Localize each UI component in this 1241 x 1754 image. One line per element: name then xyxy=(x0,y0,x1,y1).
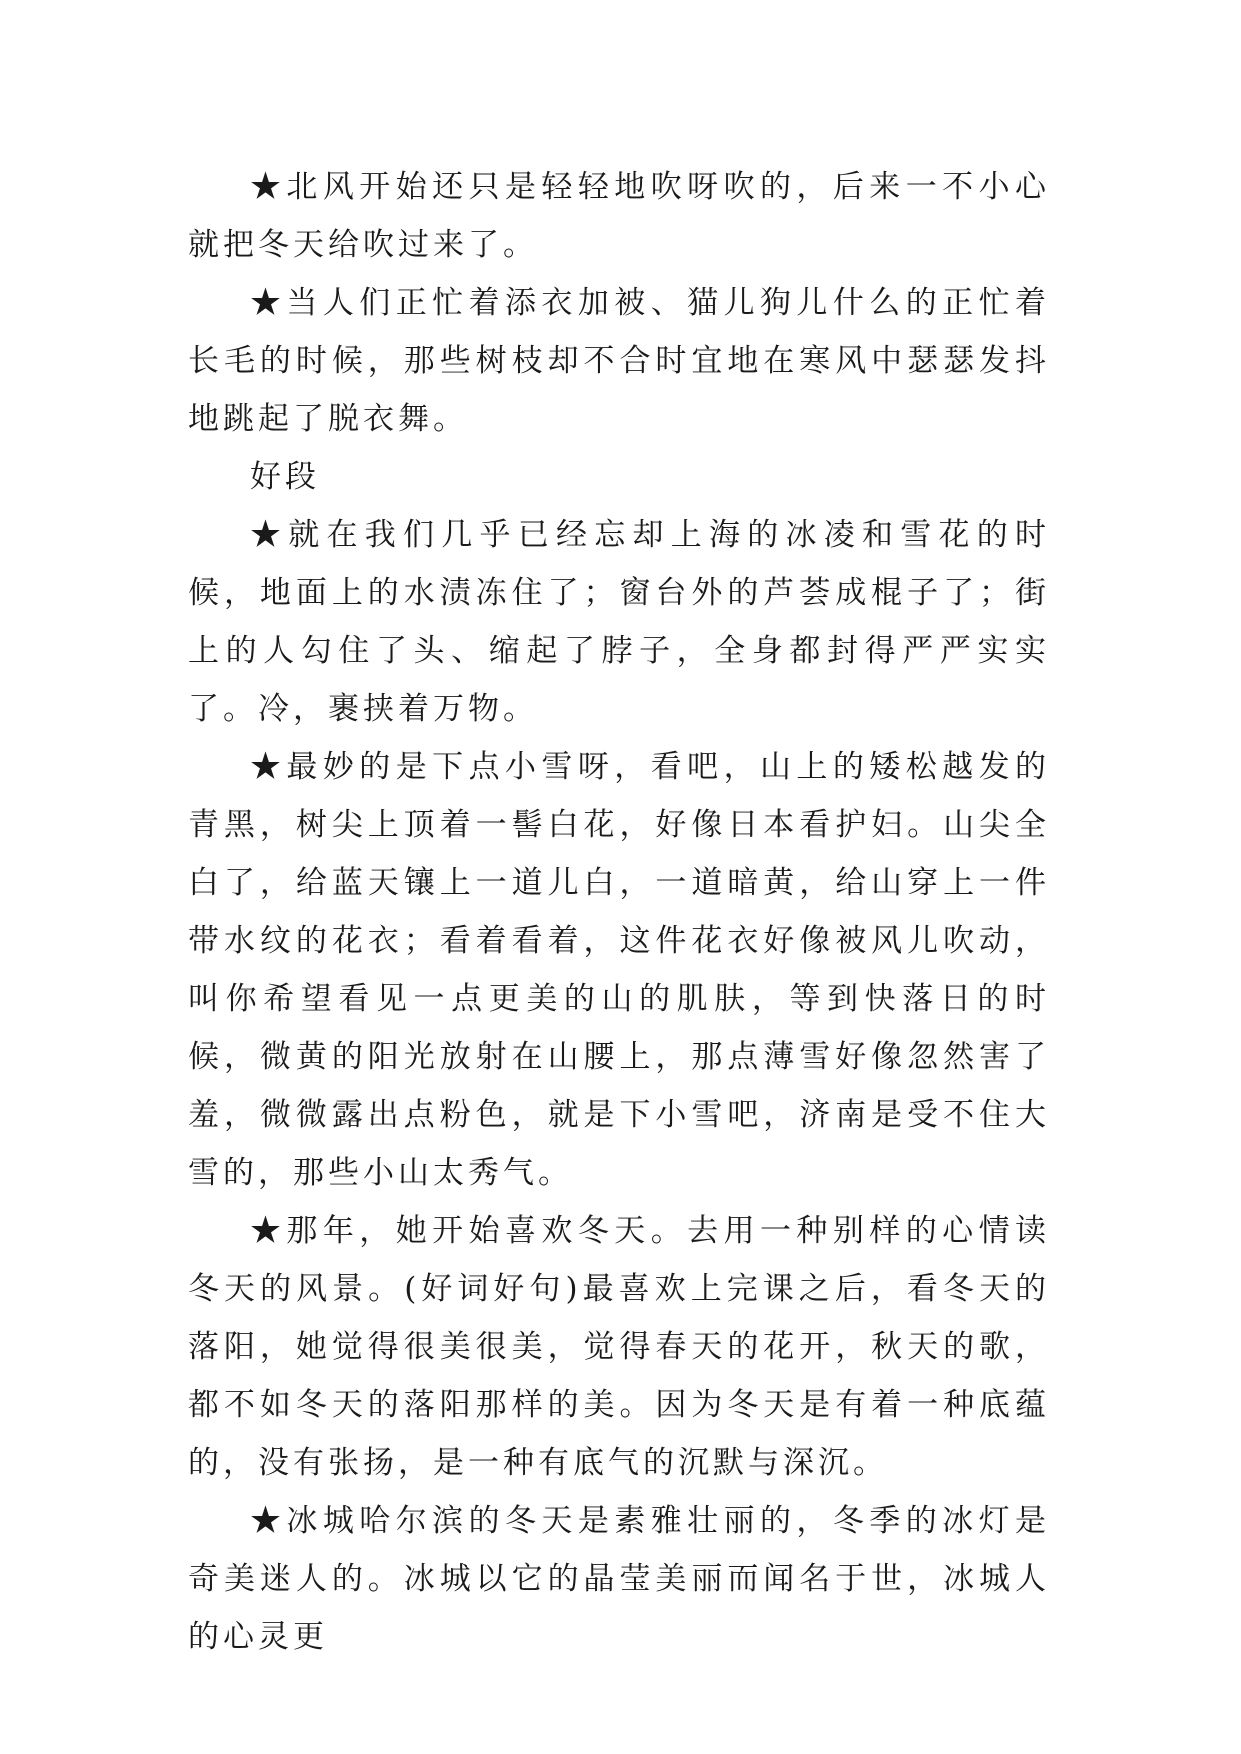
paragraph-shanghai-frost: ★就在我们几乎已经忘却上海的冰凌和雪花的时候，地面上的水渍冻住了；窗台外的芦荟成棍子了；街上的人勾住了头、缩起了脖子，全身都封得严严实实了。冷，裹挟着万物。 xyxy=(188,517,1050,727)
paragraph-harbin-ice: ★冰城哈尔滨的冬天是素雅壮丽的，冬季的冰灯是奇美迷人的。冰城以它的晶莹美丽而闻名于世，冰城人的心灵更 xyxy=(188,1503,1050,1655)
paragraph-north-wind: ★北风开始还只是轻轻地吹呀吹的，后来一不小心就把冬天给吹过来了。 xyxy=(188,169,1050,263)
paragraph-winter-sunset: ★那年，她开始喜欢冬天。去用一种别样的心情读冬天的风景。(好词好句)最喜欢上完课之后，看冬天的落阳，她觉得很美很美，觉得春天的花开，秋天的歌，都不如冬天的落阳那样的美。因为冬天是有着一种底蕴的，没有张扬，是一种有底气的沉默与深沉。 xyxy=(188,1213,1050,1481)
document-body xyxy=(188,158,1050,1666)
paragraph-light-snow: ★最妙的是下点小雪呀，看吧，山上的矮松越发的青黑，树尖上顶着一髻白花，好像日本看护妇。山尖全白了，给蓝天镶上一道儿白，一道暗黄，给山穿上一件带水纹的花衣；看着看着，这件花衣好像被风儿吹动，叫你希望看见一点更美的山的肌肤，等到快落日的时候，微黄的阳光放射在山腰上，那点薄雪好像忽然害了羞，微微露出点粉色，就是下小雪吧，济南是受不住大雪的，那些小山太秀气。 xyxy=(188,749,1050,1191)
section-heading: 好段 xyxy=(250,459,320,495)
paragraph-branches-dance: ★当人们正忙着添衣加被、猫儿狗儿什么的正忙着长毛的时候，那些树枝却不合时宜地在寒风中瑟瑟发抖地跳起了脱衣舞。 xyxy=(188,285,1050,437)
